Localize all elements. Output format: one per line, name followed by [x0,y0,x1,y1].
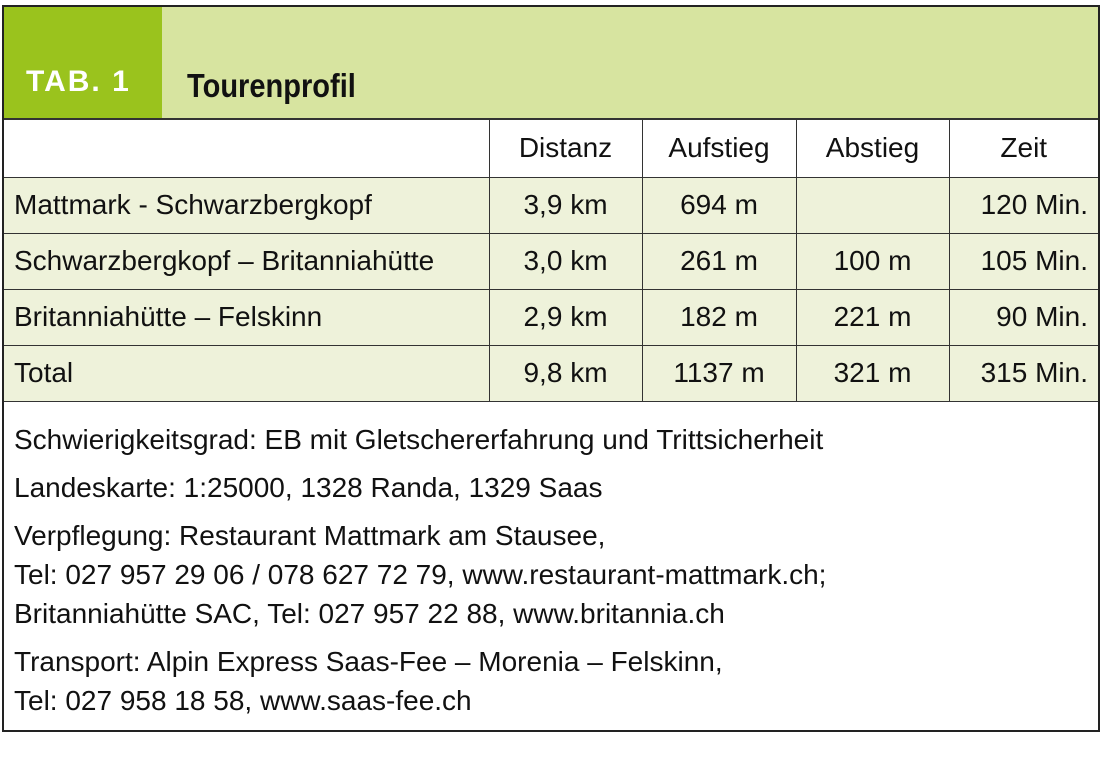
aufstieg-cell: 694 m [642,177,796,233]
zeit-cell: 105 Min. [949,233,1098,289]
zeit-cell: 90 Min. [949,289,1098,345]
distanz-cell: 3,0 km [489,233,642,289]
table-header-row [4,120,1098,177]
table-header-band [4,7,1098,120]
tour-info-notes [14,420,826,720]
total-abstieg-cell: 321 m [796,345,949,401]
column-header-abstieg: Abstieg [796,120,949,177]
transport-note-line-1: Transport: Alpin Express Saas-Fee – Morenia – Felskinn, [14,646,723,677]
catering-note-line-1: Verpflegung: Restaurant Mattmark am Stausee, [14,520,606,551]
table-row [4,233,1098,289]
distanz-cell: 2,9 km [489,289,642,345]
segment-cell: Britanniahütte – Felskinn [4,289,489,345]
distanz-cell: 3,9 km [489,177,642,233]
table-number-label: TAB. 1 [26,65,131,98]
table-total-row [4,345,1098,401]
abstieg-cell: 221 m [796,289,949,345]
table-row [4,177,1098,233]
abstieg-cell: 100 m [796,233,949,289]
column-header-aufstieg: Aufstieg [642,120,796,177]
table-title: Tourenprofil [187,67,356,104]
column-header-distanz: Distanz [489,120,642,177]
tour-profile-table [4,120,1098,402]
table-number-badge [4,7,162,118]
tour-profile-table-box [2,5,1100,732]
catering-note-line-2: Tel: 027 957 29 06 / 078 627 72 79, www.restaurant-mattmark.ch; [14,559,827,590]
transport-note-line-2: Tel: 027 958 18 58, www.saas-fee.ch [14,685,472,716]
zeit-cell: 120 Min. [949,177,1098,233]
column-header-segment [4,120,489,177]
catering-note-line-3: Britanniahütte SAC, Tel: 027 957 22 88, www.britannia.ch [14,598,725,629]
abstieg-cell [796,177,949,233]
total-distanz-cell: 9,8 km [489,345,642,401]
total-zeit-cell: 315 Min. [949,345,1098,401]
total-aufstieg-cell: 1137 m [642,345,796,401]
segment-cell: Schwarzbergkopf – Britanniahütte [4,233,489,289]
aufstieg-cell: 261 m [642,233,796,289]
difficulty-note: Schwierigkeitsgrad: EB mit Gletschererfahrung und Trittsicherheit [14,424,824,455]
segment-cell: Mattmark - Schwarzbergkopf [4,177,489,233]
table-row [4,289,1098,345]
column-header-zeit: Zeit [949,120,1098,177]
map-note: Landeskarte: 1:25000, 1328 Randa, 1329 Saas [14,472,603,503]
aufstieg-cell: 182 m [642,289,796,345]
total-label-cell: Total [4,345,489,401]
